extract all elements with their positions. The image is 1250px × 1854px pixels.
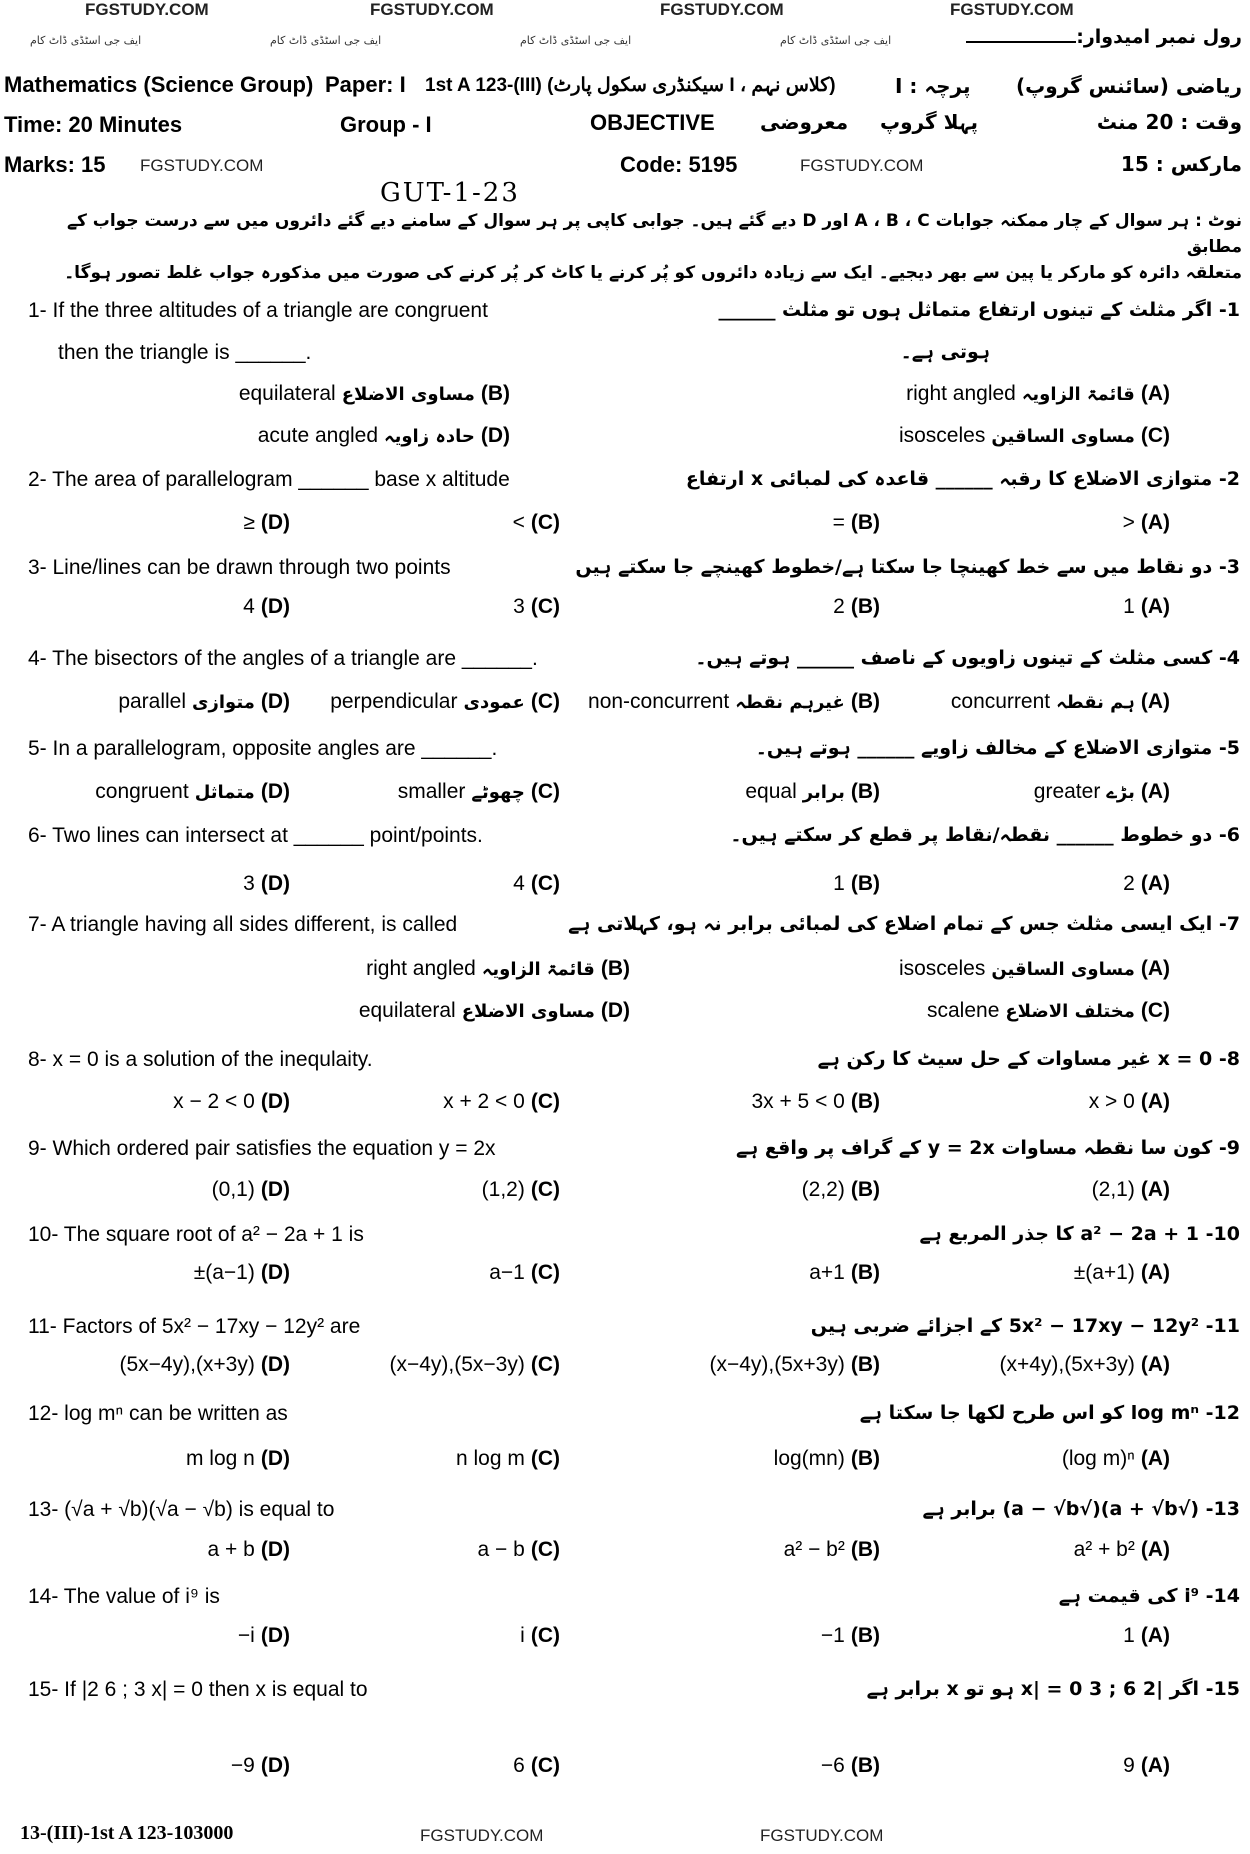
option-text-urdu: متماثل [194, 782, 255, 803]
option-label: (B) [850, 1178, 880, 1201]
option-text-english: 3 [243, 872, 255, 895]
option-text-english: ±(a+1) [1073, 1261, 1135, 1284]
roll-number-label: رول نمبر امیدوار: [1076, 26, 1242, 48]
answer-option-a [1034, 780, 1170, 804]
question-text-urdu: 3- دو نقاط میں سے خط کھینچا جا سکتا ہے/خطوط کھینچے جا سکتے ہیں [575, 556, 1240, 578]
option-text-english: 6 [513, 1754, 525, 1777]
question-text-urdu: 6- دو خطوط ______ نقطہ/نقاط پر قطع کر سکتے ہیں۔ [730, 824, 1240, 846]
question-text-english: 6- Two lines can intersect at ______ point/points. [28, 824, 483, 847]
question-text-english: 9- Which ordered pair satisfies the equation y = 2x [28, 1137, 496, 1160]
option-label: (B) [850, 511, 880, 534]
paper-english: Paper: I [325, 72, 406, 97]
option-text-english: right angled [366, 957, 476, 980]
answer-option-b [809, 1261, 880, 1285]
option-text-english: 1 [1123, 595, 1135, 618]
question-text-urdu: 4- کسی مثلث کے تینوں زاویوں کے ناصف ______ ہوتے ہیں۔ [695, 647, 1240, 669]
option-text-english: x − 2 < 0 [173, 1090, 255, 1113]
option-label: (A) [1140, 957, 1170, 980]
option-text-english: (0,1) [211, 1178, 255, 1201]
question-text-urdu: 2- متوازی الاضلاع کا رقبہ ______ قاعدہ کی لمبائی x ارتفاع [685, 468, 1240, 490]
instructions-note [8, 208, 1242, 286]
option-label: (A) [1140, 872, 1170, 895]
subject-urdu: ریاضی (سائنس گروپ) [1015, 74, 1242, 98]
option-label: (A) [1140, 1624, 1170, 1647]
option-text-urdu: غیرہم نقطہ [735, 692, 845, 713]
option-text-english: a+1 [809, 1261, 845, 1284]
option-label: (D) [260, 1178, 290, 1201]
answer-option-d [231, 1754, 290, 1778]
answer-option-d [359, 999, 630, 1023]
option-text-urdu: مساوی الساقین [991, 959, 1135, 980]
answer-option-c [513, 872, 560, 896]
question-text-english: 12- log mⁿ can be written as [28, 1402, 288, 1425]
question-text-urdu: 14- i⁹ کی قیمت ہے [1058, 1585, 1240, 1607]
option-text-english: a² − b² [783, 1538, 845, 1561]
question-text-urdu: 10- a² − 2a + 1 کا جذر المربع ہے [919, 1223, 1240, 1245]
question-text-english: 5- In a parallelogram, opposite angles are ______. [28, 737, 498, 760]
watermark-urdu: ایف جی اسٹڈی ڈاٹ کام [520, 34, 632, 47]
option-text-urdu: مساوی الاضلاع [341, 384, 475, 405]
answer-option-b [833, 511, 880, 535]
option-text-english: 1 [833, 872, 845, 895]
answer-option-a [1123, 511, 1170, 535]
option-label: (B) [850, 1538, 880, 1561]
question-text-english: 4- The bisectors of the angles of a triangle are ______. [28, 647, 538, 670]
option-text-urdu: حادہ زاویہ [384, 426, 475, 447]
option-label: (B) [850, 595, 880, 618]
answer-option-b [821, 1754, 880, 1778]
question-text-urdu: ہوتی ہے۔ [900, 341, 990, 363]
answer-option-a [1123, 1624, 1170, 1648]
answer-option-b [833, 595, 880, 619]
option-text-english: concurrent [950, 690, 1051, 713]
paper-urdu: پرچہ : I [895, 74, 971, 98]
answer-option-a [1074, 1261, 1170, 1285]
option-text-english: 4 [513, 872, 525, 895]
option-label: (A) [1140, 1090, 1170, 1113]
option-label: (A) [1140, 511, 1170, 534]
answer-option-a [1074, 1538, 1170, 1562]
answer-option-d [243, 511, 290, 535]
option-label: (D) [260, 1090, 290, 1113]
option-label: (D) [600, 999, 630, 1022]
question-text-urdu: 8- x = 0 غیر مساوات کے حل سیٹ کا رکن ہے [817, 1048, 1240, 1070]
option-label: (A) [1140, 382, 1170, 405]
option-label: (D) [260, 1538, 290, 1561]
option-text-english: smaller [397, 780, 466, 803]
option-text-english: 3 [513, 595, 525, 618]
watermark: FGSTUDY.COM [140, 156, 264, 175]
answer-option-d [208, 1538, 290, 1562]
watermark: FGSTUDY.COM [760, 1826, 884, 1845]
answer-option-c [443, 1090, 560, 1114]
option-text-english: x + 2 < 0 [443, 1090, 525, 1113]
answer-option-a [1123, 595, 1170, 619]
option-text-english: a − b [477, 1538, 525, 1561]
answer-option-c [513, 1754, 560, 1778]
option-label: (C) [530, 595, 560, 618]
question-text-urdu: 12- log mⁿ کو اس طرح لکھا جا سکتا ہے [859, 1402, 1240, 1424]
answer-option-c [520, 1624, 560, 1648]
option-text-english: equilateral [238, 382, 336, 405]
time-urdu: وقت : 20 منٹ [1096, 110, 1242, 134]
option-text-urdu: عمودی [463, 692, 525, 713]
option-label: (B) [850, 872, 880, 895]
option-label: (D) [260, 1624, 290, 1647]
group-english: Group - I [340, 112, 432, 137]
answer-option-d [118, 690, 290, 714]
answer-option-d [212, 1178, 290, 1202]
answer-option-b [784, 1538, 880, 1562]
answer-option-c [478, 1538, 560, 1562]
option-label: (B) [850, 1624, 880, 1647]
option-label: (B) [850, 1447, 880, 1470]
answer-option-d [95, 780, 290, 804]
answer-option-b [802, 1178, 880, 1202]
option-text-english: > [1122, 511, 1135, 534]
handwritten-annotation: GUT-1-23 [380, 178, 520, 208]
option-label: (C) [530, 1538, 560, 1561]
option-text-english: a−1 [489, 1261, 525, 1284]
answer-option-a [1089, 1090, 1170, 1114]
option-text-english: greater [1033, 780, 1101, 803]
option-label: (B) [850, 780, 880, 803]
option-label: (D) [260, 1353, 290, 1376]
question-text-english: 8- x = 0 is a solution of the inequlaity. [28, 1048, 373, 1071]
option-text-english: x > 0 [1088, 1090, 1135, 1113]
watermark: FGSTUDY.COM [800, 156, 924, 175]
option-text-english: parallel [118, 690, 187, 713]
answer-option-c [489, 1261, 560, 1285]
option-text-urdu: بڑے [1106, 782, 1135, 803]
option-text-english: non-concurrent [588, 690, 730, 713]
option-label: (D) [260, 872, 290, 895]
instructions-note-line1: نوٹ : ہر سوال کے چار ممکنہ جوابات A ، B ، C اور D دیے گئے ہیں۔ جوابی کاپی پر ہر سوال کے سامنے دیے گئے دائروں میں سے درست جواب کے مطابق [67, 211, 1242, 257]
question-text-urdu: 7- ایک ایسی مثلث جس کے تمام اضلاع کی لمبائی برابر نہ ہو، کہلاتی ہے [568, 913, 1240, 935]
option-text-english: −9 [230, 1754, 255, 1777]
question-text-english: 1- If the three altitudes of a triangle are congruent [28, 299, 488, 322]
option-text-english: −6 [820, 1754, 845, 1777]
answer-option-b [821, 1624, 880, 1648]
answer-option-d [119, 1353, 290, 1377]
option-text-english: acute angled [257, 424, 379, 447]
option-label: (B) [850, 690, 880, 713]
option-text-english: (x−4y),(5x+3y) [709, 1353, 845, 1376]
question-text-urdu: 11- 5x² − 17xy − 12y² کے اجزائے ضربی ہیں [810, 1315, 1240, 1337]
question-text-urdu: 15- اگر |2 6 ; 3 x| = 0 ہو تو x برابر ہے [866, 1678, 1240, 1700]
option-text-english: = [832, 511, 845, 534]
option-text-english: < [512, 511, 525, 534]
option-label: (B) [480, 382, 510, 405]
option-label: (D) [260, 690, 290, 713]
subject-english: Mathematics (Science Group) [4, 72, 314, 97]
option-text-english: n log m [455, 1447, 525, 1470]
question-text-english: 15- If |2 6 ; 3 x| = 0 then x is equal to [28, 1678, 368, 1701]
instructions-note-line2: متعلقہ دائرہ کو مارکر یا پین سے بھر دیجیے۔ ایک سے زیادہ دائروں کو پُر کرنے یا کاٹ کر پُر کرنے کی صورت میں مذکورہ جواب غلط تصور ہوگا۔ [64, 263, 1242, 283]
question-text-urdu: 1- اگر مثلث کے تینوں ارتفاع متماثل ہوں تو مثلث ______ [718, 299, 1240, 321]
question-text-urdu: 9- کون سا نقطہ مساوات y = 2x کے گراف پر واقع ہے [736, 1137, 1240, 1159]
option-text-urdu: مختلف الاضلاع [1005, 1001, 1135, 1022]
option-text-english: ±(a−1) [193, 1261, 255, 1284]
roll-number-field [966, 26, 1242, 48]
option-text-english: (2,2) [801, 1178, 845, 1201]
option-label: (C) [530, 780, 560, 803]
answer-option-b [833, 872, 880, 896]
option-label: (C) [530, 872, 560, 895]
option-text-english: (log m)ⁿ [1061, 1447, 1135, 1470]
watermark: FGSTUDY.COM [85, 0, 209, 19]
option-text-urdu: چھوٹے [471, 782, 525, 803]
question-text-urdu: 13- (√a + √b)(√a − √b) برابر ہے [922, 1498, 1240, 1520]
answer-option-d [173, 1090, 290, 1114]
option-text-english: 2 [1123, 872, 1135, 895]
option-text-english: 4 [243, 595, 255, 618]
answer-option-d [186, 1447, 290, 1471]
answer-option-a [906, 382, 1170, 406]
option-label: (D) [260, 1447, 290, 1470]
option-label: (A) [1140, 1353, 1170, 1376]
option-text-english: (2,1) [1091, 1178, 1135, 1201]
option-label: (C) [530, 1353, 560, 1376]
answer-option-a [1123, 872, 1170, 896]
option-label: (B) [600, 957, 630, 980]
option-label: (D) [260, 511, 290, 534]
paper-code: Code: 5195 [620, 152, 738, 177]
answer-option-c [513, 511, 560, 535]
option-label: (C) [530, 511, 560, 534]
option-label: (A) [1140, 690, 1170, 713]
option-label: (D) [260, 595, 290, 618]
answer-option-d [258, 424, 510, 448]
answer-option-b [745, 780, 880, 804]
answer-option-b [751, 1090, 880, 1114]
option-text-english: i [520, 1624, 525, 1647]
answer-option-b [774, 1447, 880, 1471]
question-text-english: 11- Factors of 5x² − 17xy − 12y² are [28, 1315, 361, 1338]
watermark-urdu: ایف جی اسٹڈی ڈاٹ کام [270, 34, 382, 47]
question-text-english: 2- The area of parallelogram ______ base x altitude [28, 468, 510, 491]
watermark: FGSTUDY.COM [370, 0, 494, 19]
answer-option-a [899, 957, 1170, 981]
option-label: (D) [260, 1261, 290, 1284]
watermark-urdu: ایف جی اسٹڈی ڈاٹ کام [780, 34, 892, 47]
option-text-urdu: متوازی [192, 692, 255, 713]
option-text-english: isosceles [898, 424, 986, 447]
answer-option-a [999, 1353, 1170, 1377]
option-label: (B) [850, 1261, 880, 1284]
answer-option-d [243, 872, 290, 896]
answer-option-a [1062, 1447, 1170, 1471]
watermark: FGSTUDY.COM [420, 1826, 544, 1845]
marks-urdu: مارکس : 15 [1120, 152, 1242, 176]
option-label: (D) [260, 1754, 290, 1777]
option-text-english: ≥ [243, 511, 255, 534]
option-label: (D) [260, 780, 290, 803]
option-label: (A) [1140, 1178, 1170, 1201]
option-text-english: a² + b² [1073, 1538, 1135, 1561]
answer-option-b [588, 690, 880, 714]
option-text-english: −i [237, 1624, 255, 1647]
option-label: (C) [530, 690, 560, 713]
question-text-english: 3- Line/lines can be drawn through two points [28, 556, 451, 579]
option-text-english: isosceles [898, 957, 986, 980]
option-label: (C) [530, 1090, 560, 1113]
answer-option-d [243, 595, 290, 619]
option-label: (A) [1140, 1754, 1170, 1777]
option-text-urdu: مساوی الاضلاع [461, 1001, 595, 1022]
question-text-english: then the triangle is ______. [58, 341, 312, 364]
option-text-urdu: ہم نقطہ [1056, 692, 1135, 713]
option-label: (C) [1140, 424, 1170, 447]
option-text-english: m log n [185, 1447, 255, 1470]
option-text-english: log(mn) [773, 1447, 845, 1470]
option-label: (C) [530, 1624, 560, 1647]
option-label: (A) [1140, 1538, 1170, 1561]
answer-option-d [194, 1261, 290, 1285]
option-label: (B) [850, 1090, 880, 1113]
option-text-urdu: قائمۃ الزاویہ [481, 959, 595, 980]
option-text-english: (1,2) [481, 1178, 525, 1201]
answer-option-b [709, 1353, 880, 1377]
answer-option-c [899, 424, 1170, 448]
watermark: FGSTUDY.COM [660, 0, 784, 19]
option-label: (A) [1140, 780, 1170, 803]
option-text-english: (x+4y),(5x+3y) [999, 1353, 1135, 1376]
watermark-urdu: ایف جی اسٹڈی ڈاٹ کام [30, 34, 142, 47]
option-text-english: 3x + 5 < 0 [751, 1090, 845, 1113]
option-text-english: equilateral [358, 999, 456, 1022]
group-urdu: پہلا گروپ [880, 110, 978, 134]
option-label: (C) [530, 1447, 560, 1470]
footer-code: 13-(III)-1st A 123-103000 [20, 1822, 234, 1844]
question-text-english: 13- (√a + √b)(√a − √b) is equal to [28, 1498, 335, 1521]
answer-option-c [398, 780, 560, 804]
option-text-urdu: مساوی الساقین [991, 426, 1135, 447]
option-text-english: −1 [820, 1624, 845, 1647]
option-text-english: 2 [833, 595, 845, 618]
option-label: (C) [530, 1178, 560, 1201]
answer-option-c [482, 1178, 560, 1202]
option-label: (A) [1140, 1447, 1170, 1470]
answer-option-c [330, 690, 560, 714]
option-text-english: (5x−4y),(x+3y) [119, 1353, 255, 1376]
option-label: (B) [850, 1353, 880, 1376]
option-text-english: (x−4y),(5x−3y) [389, 1353, 525, 1376]
answer-option-b [239, 382, 510, 406]
answer-option-c [389, 1353, 560, 1377]
option-label: (A) [1140, 1261, 1170, 1284]
objective-urdu: معروضی [760, 110, 849, 134]
question-text-english: 7- A triangle having all sides different, is called [28, 913, 458, 936]
question-text-urdu: 5- متوازی الاضلاع کے مخالف زاویے ______ ہوتے ہیں۔ [755, 737, 1240, 759]
option-text-english: congruent [95, 780, 189, 803]
time-english: Time: 20 Minutes [4, 112, 183, 137]
answer-option-c [513, 595, 560, 619]
option-label: (B) [850, 1754, 880, 1777]
option-text-urdu: برابر [802, 782, 845, 803]
answer-option-a [1092, 1178, 1170, 1202]
option-text-english: right angled [906, 382, 1016, 405]
option-text-urdu: قائمۃ الزاویہ [1021, 384, 1135, 405]
answer-option-c [927, 999, 1170, 1023]
answer-option-b [366, 957, 630, 981]
option-text-english: equal [745, 780, 797, 803]
watermark: FGSTUDY.COM [950, 0, 1074, 19]
answer-option-d [238, 1624, 290, 1648]
option-label: (C) [1140, 999, 1170, 1022]
class-code: 1st A 123-(III) (سیکنڈری سکول پارٹ I ، کلاس نہم) [425, 75, 836, 96]
question-text-english: 10- The square root of a² − 2a + 1 is [28, 1223, 364, 1246]
answer-option-c [456, 1447, 560, 1471]
objective-english: OBJECTIVE [590, 110, 715, 135]
question-text-english: 14- The value of i⁹ is [28, 1585, 220, 1608]
marks-english: Marks: 15 [4, 152, 106, 177]
answer-option-a [951, 690, 1170, 714]
option-label: (C) [530, 1261, 560, 1284]
option-label: (D) [480, 424, 510, 447]
option-text-english: a + b [207, 1538, 255, 1561]
answer-option-a [1123, 1754, 1170, 1778]
option-text-english: 9 [1123, 1754, 1135, 1777]
option-label: (C) [530, 1754, 560, 1777]
option-text-english: 1 [1123, 1624, 1135, 1647]
option-label: (A) [1140, 595, 1170, 618]
option-text-english: perpendicular [330, 690, 458, 713]
option-text-english: scalene [927, 999, 1000, 1022]
roll-number-blank [966, 41, 1076, 43]
